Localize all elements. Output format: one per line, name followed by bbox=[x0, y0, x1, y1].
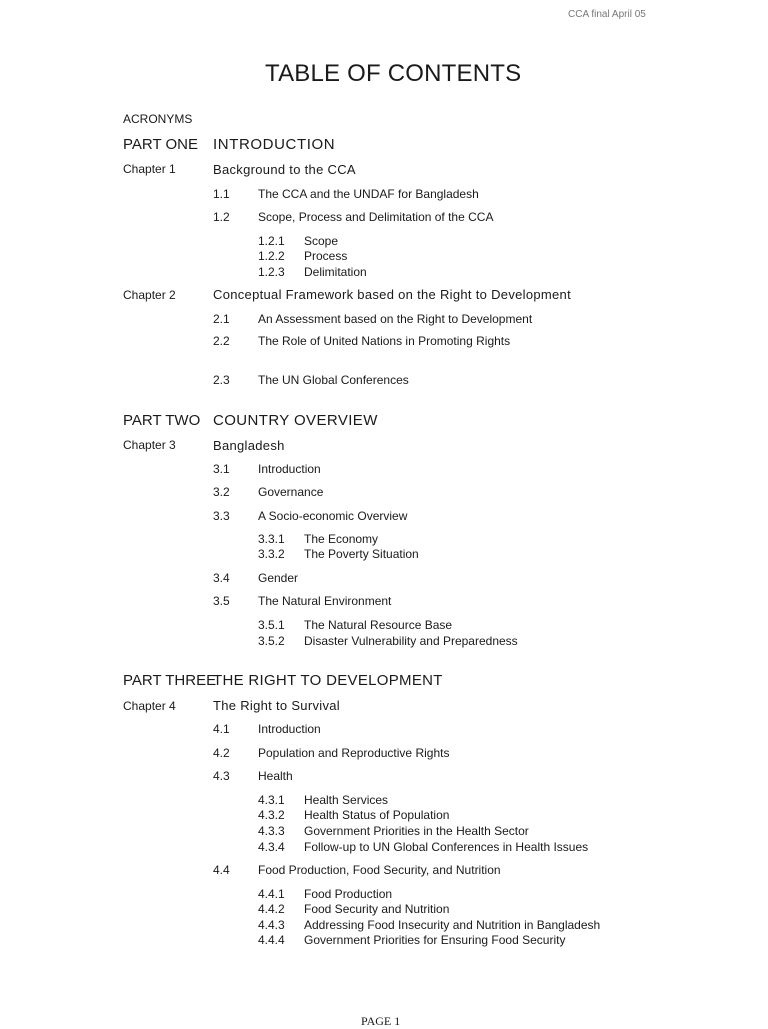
section-title: Introduction bbox=[258, 462, 321, 476]
subsection-title: Health Services bbox=[304, 793, 389, 807]
part-two-title: COUNTRY OVERVIEW bbox=[213, 412, 378, 429]
section-number: 3.5 bbox=[213, 594, 230, 608]
subsection-title: Food Production bbox=[304, 887, 393, 901]
section-number: 3.1 bbox=[213, 462, 230, 476]
subsection-number: 4.3.1 bbox=[258, 793, 285, 807]
toc-acronyms: ACRONYMS bbox=[123, 112, 193, 126]
subsection-number: 3.5.2 bbox=[258, 634, 285, 648]
chapter-2-title: Conceptual Framework based on the Right to Development bbox=[213, 287, 571, 302]
subsection-title: Disaster Vulnerability and Preparedness bbox=[304, 634, 518, 648]
chapter-4-title: The Right to Survival bbox=[213, 698, 340, 713]
subsection-number: 4.3.2 bbox=[258, 808, 285, 822]
subsection-number: 1.2.3 bbox=[258, 265, 285, 279]
chapter-3-title: Bangladesh bbox=[213, 438, 285, 453]
section-number: 4.1 bbox=[213, 722, 230, 736]
subsection-title: The Poverty Situation bbox=[304, 547, 419, 561]
chapter-4-label: Chapter 4 bbox=[123, 699, 176, 713]
section-number: 2.3 bbox=[213, 373, 230, 387]
subsection-title: Follow-up to UN Global Conferences in Health Issues bbox=[304, 840, 589, 854]
section-number: 2.2 bbox=[213, 334, 230, 348]
part-one-title: INTRODUCTION bbox=[213, 136, 336, 153]
section-title: Scope, Process and Delimitation of the CCA bbox=[258, 210, 494, 224]
subsection-number: 3.3.2 bbox=[258, 547, 285, 561]
subsection-number: 3.3.1 bbox=[258, 532, 285, 546]
chapter-2-label: Chapter 2 bbox=[123, 288, 176, 302]
subsection-title: Health Status of Population bbox=[304, 808, 450, 822]
running-header: CCA final April 05 bbox=[568, 9, 646, 20]
section-title: Governance bbox=[258, 485, 324, 499]
subsection-title: Process bbox=[304, 249, 348, 263]
section-title: The Natural Environment bbox=[258, 594, 392, 608]
chapter-1-label: Chapter 1 bbox=[123, 162, 176, 176]
subsection-title: Scope bbox=[304, 234, 339, 248]
section-number: 1.1 bbox=[213, 187, 230, 201]
section-number: 2.1 bbox=[213, 312, 230, 326]
subsection-number: 3.5.1 bbox=[258, 618, 285, 632]
subsection-title: The Natural Resource Base bbox=[304, 618, 453, 632]
part-three-title: THE RIGHT TO DEVELOPMENT bbox=[213, 672, 443, 689]
section-number: 3.4 bbox=[213, 571, 230, 585]
section-number: 4.2 bbox=[213, 746, 230, 760]
page-number: PAGE 1 bbox=[361, 1014, 401, 1028]
chapter-3-label: Chapter 3 bbox=[123, 438, 176, 452]
subsection-title: Delimitation bbox=[304, 265, 367, 279]
subsection-number: 4.4.4 bbox=[258, 933, 285, 947]
subsection-number: 1.2.2 bbox=[258, 249, 285, 263]
subsection-title: Government Priorities for Ensuring Food Security bbox=[304, 933, 566, 947]
subsection-title: The Economy bbox=[304, 532, 379, 546]
section-number: 4.4 bbox=[213, 863, 230, 877]
subsection-number: 1.2.1 bbox=[258, 234, 285, 248]
section-title: Health bbox=[258, 769, 293, 783]
section-number: 4.3 bbox=[213, 769, 230, 783]
section-title: Gender bbox=[258, 571, 299, 585]
page-title: TABLE OF CONTENTS bbox=[265, 60, 522, 87]
part-three-label: PART THREE bbox=[123, 672, 217, 689]
section-number: 3.3 bbox=[213, 509, 230, 523]
section-title: The Role of United Nations in Promoting Rights bbox=[258, 334, 511, 348]
section-title: Introduction bbox=[258, 722, 321, 736]
section-title: Food Production, Food Security, and Nutrition bbox=[258, 863, 501, 877]
subsection-number: 4.4.3 bbox=[258, 918, 285, 932]
subsection-number: 4.4.2 bbox=[258, 902, 285, 916]
section-title: The UN Global Conferences bbox=[258, 373, 409, 387]
subsection-number: 4.3.4 bbox=[258, 840, 285, 854]
section-title: The CCA and the UNDAF for Bangladesh bbox=[258, 187, 479, 201]
subsection-number: 4.3.3 bbox=[258, 824, 285, 838]
subsection-title: Government Priorities in the Health Sector bbox=[304, 824, 529, 838]
part-one-label: PART ONE bbox=[123, 136, 199, 153]
part-two-label: PART TWO bbox=[123, 412, 201, 429]
section-title: Population and Reproductive Rights bbox=[258, 746, 450, 760]
chapter-1-title: Background to the CCA bbox=[213, 162, 356, 177]
subsection-title: Addressing Food Insecurity and Nutrition in Bangladesh bbox=[304, 918, 601, 932]
section-title: An Assessment based on the Right to Development bbox=[258, 312, 533, 326]
section-title: A Socio-economic Overview bbox=[258, 509, 408, 523]
subsection-number: 4.4.1 bbox=[258, 887, 285, 901]
section-number: 3.2 bbox=[213, 485, 230, 499]
section-number: 1.2 bbox=[213, 210, 230, 224]
subsection-title: Food Security and Nutrition bbox=[304, 902, 450, 916]
